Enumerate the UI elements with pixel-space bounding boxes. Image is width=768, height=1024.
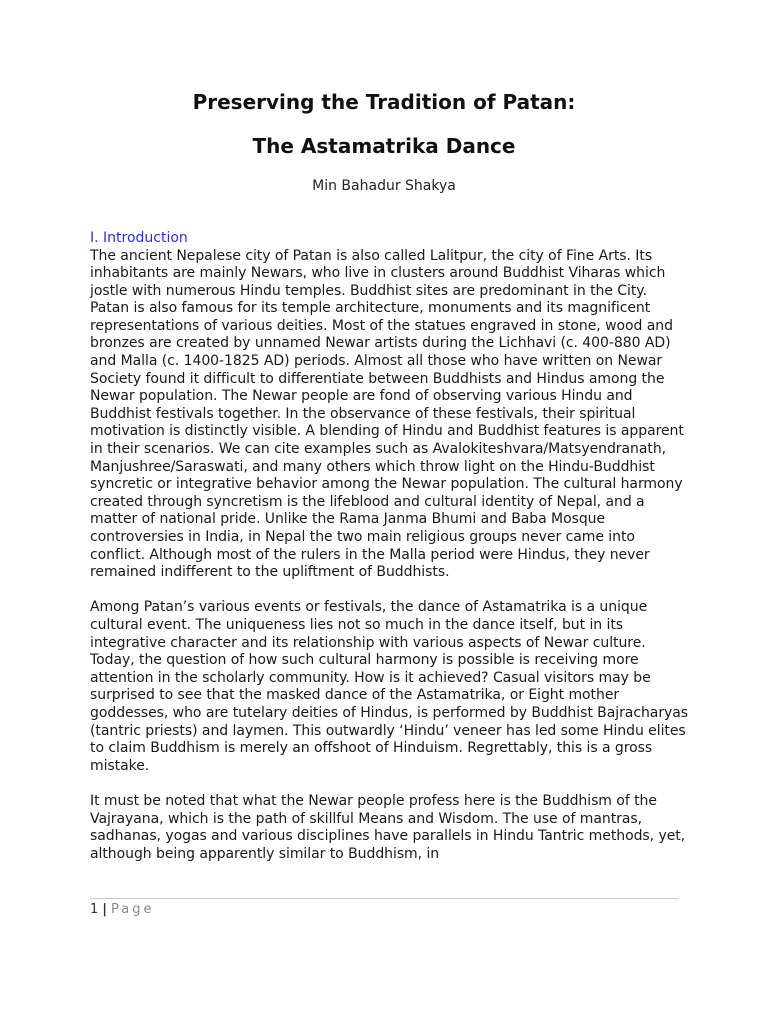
document-body: [90, 230, 690, 863]
title-block: [0, 88, 768, 196]
paragraph: Among Patan’s various events or festivals, the dance of Astamatrika is a unique cultural event. The uniqueness lies not so much in the dance itself, but in its integrative character and its relationship with various aspects of Newar culture. Today, the question of how such cultural harmony is possible is receiving more attention in the scholarly community. How is it achieved? Casual visitors may be surprised to see that the masked dance of the Astamatrika, or Eight mother goddesses, who are tutelary deities of Hindus, is performed by Buddhist Bajracharyas (tantric priests) and laymen. This outwardly ‘Hindu’ veneer has led some Hindu elites to claim Buddhism is merely an offshoot of Hinduism. Regrettably, this is a gross mistake.: [90, 599, 689, 774]
page-number: 1: [90, 902, 99, 917]
document-subtitle: The Astamatrika Dance: [252, 134, 516, 158]
paragraph: The ancient Nepalese city of Patan is also called Lalitpur, the city of Fine Arts. Its inhabitants are mainly Newars, who live in clusters around Buddhist Viharas which jostle with numerous Hindu temples. Buddhist sites are predominant in the City. Patan is also famous for its temple architecture, monuments and its magnificent representations of various deities. Most of the statues engraved in stone, wood and bronzes are created by unnamed Newar artists during the Lichhavi (c. 400-880 AD) and Malla (c. 1400-1825 AD) periods. Almost all those who have written on Newar Society found it difficult to differentiate between Buddhists and Hindus among the Newar population. The Newar people are fond of observing various Hindu and Buddhist festivals together. In the observance of these festivals, their spiritual motivation is distinctly visible. A blending of Hindu and Buddhist features is apparent in their scenarios. We can cite examples such as Avalokiteshvara/Matsyendranath, Manjushree/Saraswati, and many others which throw light on the Hindu-Buddhist syncretic or integrative behavior among the Newar population. The cultural harmony created through syncretism is the lifeblood and cultural identity of Nepal, and a matter of national pride. Unlike the Rama Janma Bhumi and Baba Mosque controversies in India, in Nepal the two main religious groups never came into conflict. Although most of the rulers in the Malla period were Hindus, they never remained indifferent to the upliftment of Buddhists.: [90, 247, 684, 581]
document-title: Preserving the Tradition of Patan:: [192, 90, 576, 114]
page-footer: [90, 901, 155, 919]
author-name: Min Bahadur Shakya: [312, 178, 456, 194]
paragraph: It must be noted that what the Newar people profess here is the Buddhism of the Vajrayana, which is the path of skillful Means and Wisdom. The use of mantras, sadhanas, yogas and various disciplines have parallels in Hindu Tantric methods, yet, although being apparently similar to Buddhism, in: [90, 792, 686, 862]
section-heading-introduction[interactable]: I. Introduction: [90, 230, 188, 246]
footer-divider: [90, 898, 678, 899]
footer-separator: |: [102, 902, 108, 917]
page-label: Page: [111, 902, 155, 917]
